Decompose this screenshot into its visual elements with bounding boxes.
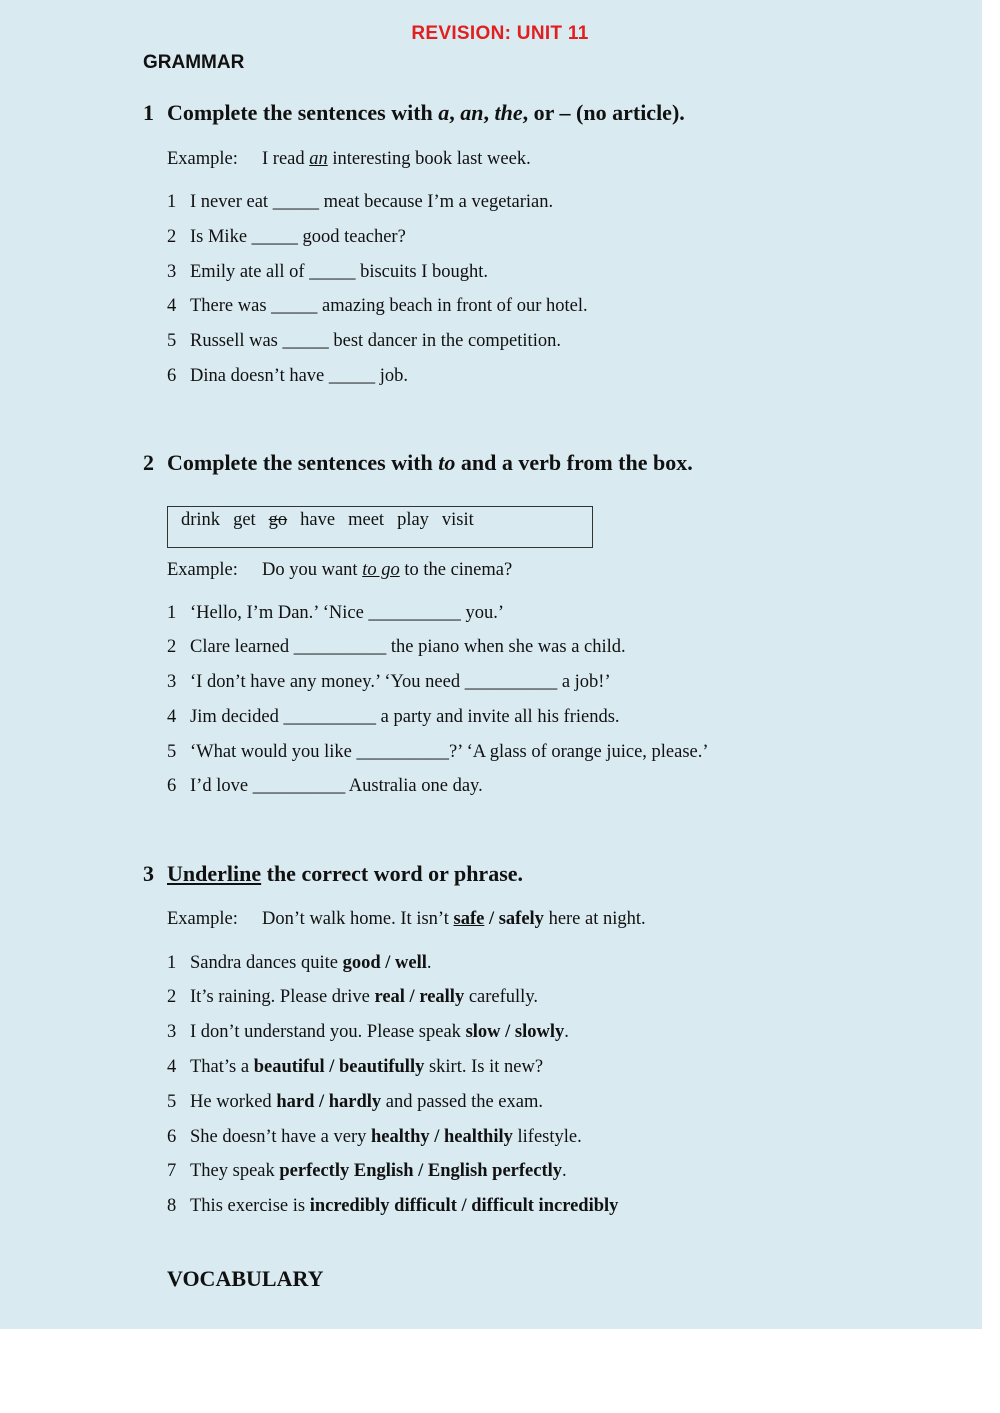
word-box-item: get bbox=[233, 510, 256, 530]
answer-blank[interactable]: __________ bbox=[464, 672, 558, 692]
exercise-1-item: 1 I never eat _____ meat because I’m a vegetarian. bbox=[167, 192, 554, 212]
exercise-3-item: 1 Sandra dances quite good / well. bbox=[167, 953, 432, 973]
answer-blank[interactable]: __________ bbox=[356, 742, 449, 762]
answer-options[interactable]: hard / hardly bbox=[276, 1092, 382, 1112]
exercise-1-item: 5 Russell was _____ best dancer in the competition. bbox=[167, 331, 561, 351]
answer-options[interactable]: perfectly English / English perfectly bbox=[279, 1161, 563, 1181]
exercise-3-item: 8 This exercise is incredibly difficult / difficult incredibly bbox=[167, 1196, 619, 1216]
word-box-item: play bbox=[397, 510, 429, 530]
exercise-2-example: Example: Do you want to go to the cinema? bbox=[167, 560, 513, 580]
exercise-1-item: 3 Emily ate all of _____ biscuits I bought. bbox=[167, 262, 489, 282]
word-box-item-used: go bbox=[268, 510, 288, 530]
exercise-3-heading: 3 Underline the correct word or phrase. bbox=[143, 861, 524, 886]
answer-blank[interactable]: _____ bbox=[282, 331, 329, 351]
exercise-3-item: 5 He worked hard / hardly and passed the exam. bbox=[167, 1092, 543, 1112]
answer-blank[interactable]: __________ bbox=[368, 603, 461, 623]
page-title: REVISION: UNIT 11 bbox=[411, 23, 589, 44]
answer-options[interactable]: healthy / healthily bbox=[371, 1127, 513, 1147]
answer-blank[interactable]: _____ bbox=[309, 262, 356, 282]
answer-options[interactable]: beautiful / beautifully bbox=[253, 1057, 425, 1077]
exercise-3-item: 3 I don’t understand you. Please speak slow / slowly. bbox=[167, 1022, 569, 1042]
word-box-item: have bbox=[300, 510, 336, 530]
answer-blank[interactable]: __________ bbox=[252, 776, 346, 796]
exercise-2-item: 5 ‘What would you like __________?’ ‘A glass of orange juice, please.’ bbox=[167, 742, 709, 762]
word-box bbox=[167, 506, 593, 548]
answer-options[interactable]: slow / slowly bbox=[465, 1022, 565, 1042]
exercise-3-item: 4 That’s a beautiful / beautifully skirt. Is it new? bbox=[167, 1057, 544, 1077]
vocabulary-heading: VOCABULARY bbox=[167, 1266, 324, 1291]
answer-blank[interactable]: _____ bbox=[251, 227, 298, 247]
word-box-item: visit bbox=[441, 510, 474, 530]
exercise-3-example: Example: Don’t walk home. It isn’t safe / safely here at night. bbox=[167, 909, 646, 929]
answer-options[interactable]: good / well bbox=[342, 953, 427, 973]
exercise-1-example: Example: I read an interesting book last week. bbox=[167, 149, 531, 169]
answer-options[interactable]: incredibly difficult / difficult incredibly bbox=[309, 1196, 619, 1216]
word-box-item: drink bbox=[181, 510, 221, 530]
grammar-heading: GRAMMAR bbox=[143, 52, 245, 73]
exercise-3-item: 6 She doesn’t have a very healthy / healthily lifestyle. bbox=[167, 1127, 582, 1147]
answer-blank[interactable]: __________ bbox=[283, 707, 377, 727]
exercise-2-item: 4 Jim decided __________ a party and invite all his friends. bbox=[167, 707, 620, 727]
exercise-2-item: 1 ‘Hello, I’m Dan.’ ‘Nice __________ you.’ bbox=[167, 603, 505, 623]
exercise-1-heading: 1 Complete the sentences with a, an, the, or – (no article). bbox=[143, 100, 685, 125]
exercise-2-item: 2 Clare learned __________ the piano when she was a child. bbox=[167, 637, 626, 657]
exercise-1-item: 4 There was _____ amazing beach in front of our hotel. bbox=[167, 296, 588, 316]
word-box-item: meet bbox=[348, 510, 385, 530]
answer-blank[interactable]: _____ bbox=[328, 366, 376, 386]
exercise-2-item: 6 I’d love __________ Australia one day. bbox=[167, 776, 483, 796]
word-box-list bbox=[181, 510, 487, 531]
answer-blank[interactable]: __________ bbox=[293, 637, 387, 657]
exercise-2-item: 3 ‘I don’t have any money.’ ‘You need __________ a job!’ bbox=[167, 672, 611, 692]
answer-blank[interactable]: _____ bbox=[272, 192, 319, 212]
answer-options[interactable]: real / really bbox=[374, 987, 465, 1007]
exercise-3-item: 2 It’s raining. Please drive real / really carefully. bbox=[167, 987, 538, 1007]
answer-blank[interactable]: _____ bbox=[271, 296, 318, 316]
exercise-3-item: 7 They speak perfectly English / English perfectly. bbox=[167, 1161, 567, 1181]
exercise-2-heading: 2 Complete the sentences with to and a verb from the box. bbox=[143, 450, 693, 475]
exercise-1-item: 2 Is Mike _____ good teacher? bbox=[167, 227, 406, 247]
exercise-1-item: 6 Dina doesn’t have _____ job. bbox=[167, 366, 409, 386]
